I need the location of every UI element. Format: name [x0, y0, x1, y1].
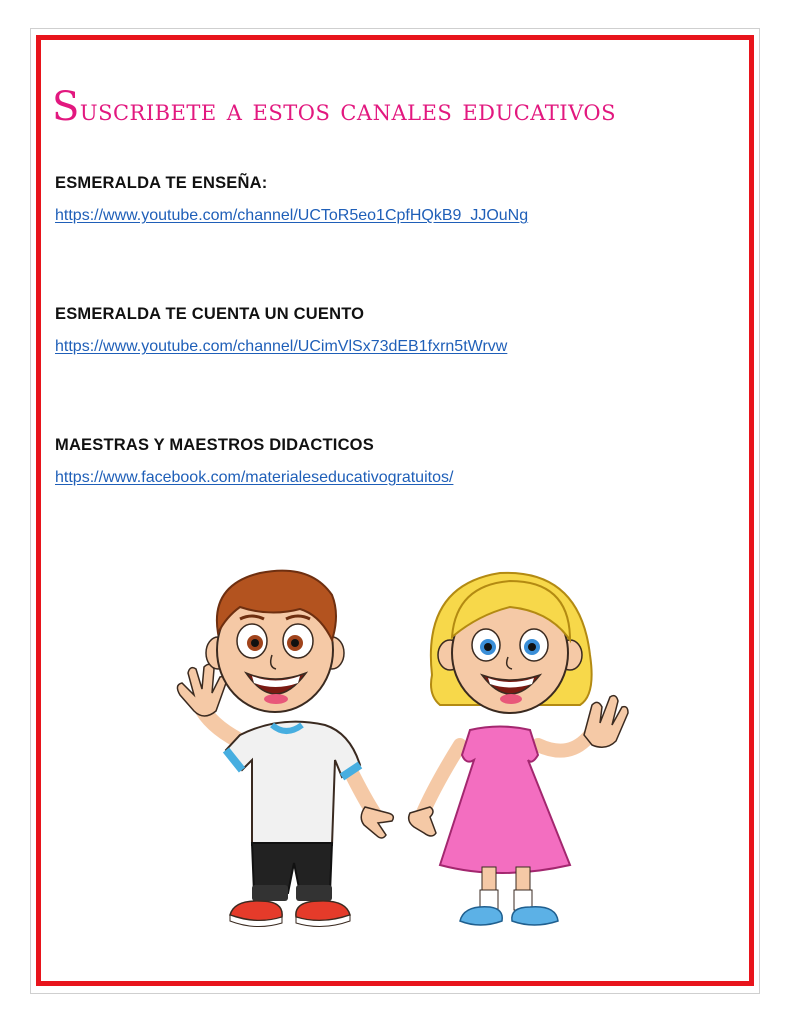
channel-link[interactable]: https://www.facebook.com/materialeseducativogratuitos/ — [55, 469, 454, 486]
channel-section — [55, 436, 735, 487]
channel-heading: MAESTRAS Y MAESTROS DIDACTICOS — [55, 436, 374, 454]
kids-illustration — [160, 545, 640, 955]
boy-waving-icon — [177, 571, 393, 927]
channel-link[interactable]: https://www.youtube.com/channel/UCimVlSx73dEB1fxrn5tWrvw — [55, 338, 508, 355]
channel-heading: ESMERALDA TE CUENTA UN CUENTO — [55, 305, 365, 323]
girl-waving-icon — [409, 573, 628, 925]
channel-heading: ESMERALDA TE ENSEÑA: — [55, 174, 268, 192]
page-title: Suscribete a estos canales educativos — [52, 84, 616, 130]
channel-section — [55, 305, 735, 356]
channel-link[interactable]: https://www.youtube.com/channel/UCToR5eo1CpfHQkB9_JJOuNg — [55, 207, 529, 224]
channel-section — [55, 174, 735, 225]
